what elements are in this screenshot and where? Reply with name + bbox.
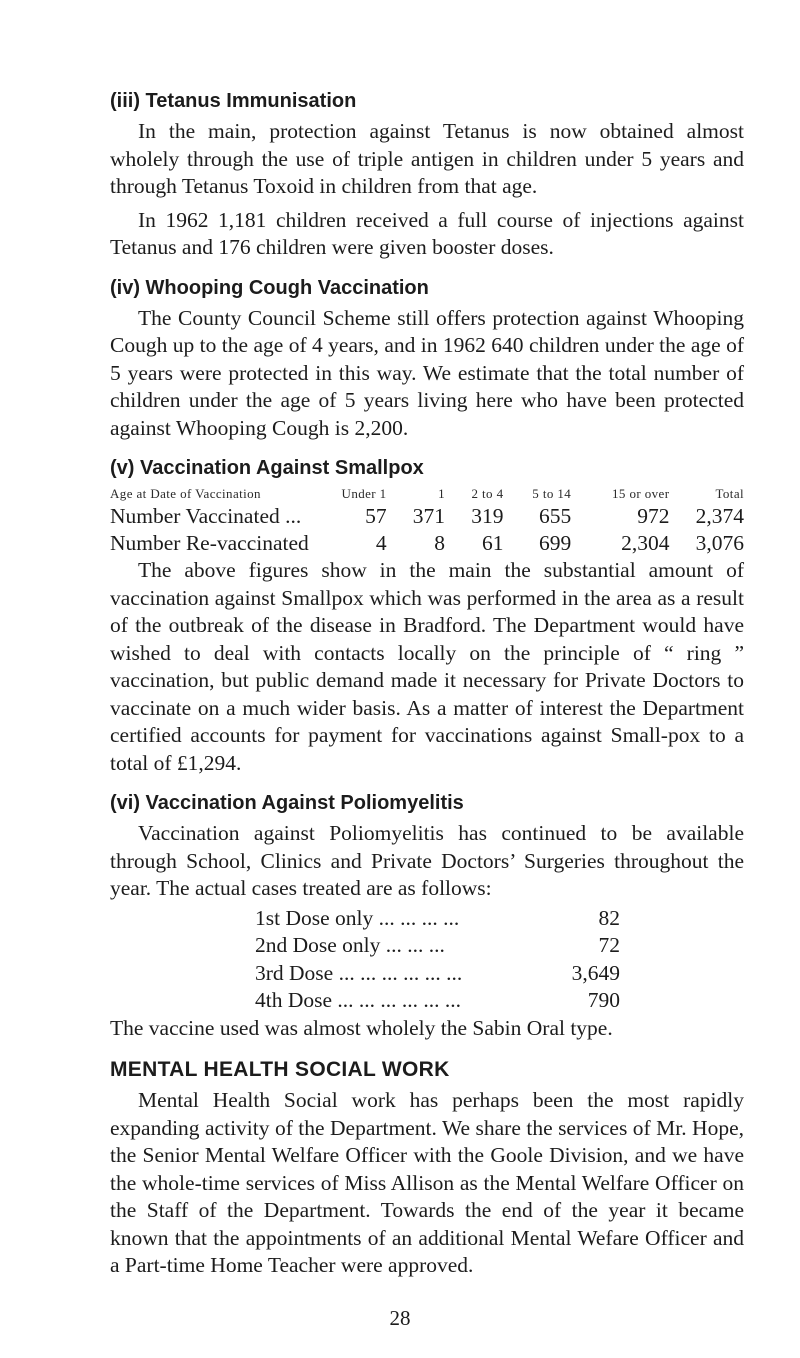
dose-label: 1st Dose only ... ... ... ... <box>255 905 460 930</box>
polio-paragraph-1: Vaccination against Poliomyelitis has continued to be available through School, Clinics and Private Doctors’ Surgeries throughout the year. The actual cases treated are as follows: <box>110 821 744 900</box>
dose-label: 3rd Dose ... ... ... ... ... ... <box>255 960 463 985</box>
tetanus-heading: (iii) Tetanus Immunisation <box>110 90 357 112</box>
table-cell: 61 <box>481 531 504 555</box>
dose-value: 790 <box>587 988 620 1012</box>
table-header-cell: 5 to 14 <box>532 486 572 501</box>
list-item <box>255 987 620 1015</box>
table-cell: 57 <box>365 504 387 528</box>
dose-value: 82 <box>598 905 620 930</box>
polio-after-text: The vaccine used was almost wholely the Sabin Oral type. <box>110 1015 613 1040</box>
tetanus-paragraph-2: In 1962 1,181 children received a full course of injections against Tetanus and 176 children were given booster doses. <box>110 207 744 259</box>
table-header-cell: 15 or over <box>612 486 670 501</box>
table-cell: 2,374 <box>695 504 744 528</box>
polio-doses-list <box>255 905 620 1015</box>
table-cell: 371 <box>412 504 446 528</box>
table-cell: 319 <box>471 504 504 528</box>
table-cell: 3,076 <box>695 531 744 555</box>
table-cell: 655 <box>538 504 572 528</box>
table-header-cell: Under 1 <box>341 486 387 501</box>
table-header-cell: 1 <box>438 486 446 501</box>
table-header-cell: Age at Date of Vaccination <box>110 486 261 501</box>
polio-heading: (vi) Vaccination Against Poliomyelitis <box>110 792 464 814</box>
page-number: 28 <box>389 1306 411 1330</box>
dose-value: 72 <box>598 933 620 957</box>
smallpox-table <box>110 485 744 557</box>
tetanus-paragraph-1: In the main, protection against Tetanus is now obtained almost wholely through the use of triple antigen in children under 5 years and through Tetanus Toxoid in children from that age. <box>110 119 744 198</box>
table-cell: 972 <box>637 504 670 528</box>
table-row <box>110 503 744 530</box>
whooping-heading: (iv) Whooping Cough Vaccination <box>110 276 429 299</box>
table-cell: 4 <box>375 531 387 555</box>
table-cell: 2,304 <box>621 531 670 555</box>
dose-value: 3,649 <box>571 960 620 985</box>
row-label: Number Vaccinated ... <box>110 504 302 528</box>
dose-label: 4th Dose ... ... ... ... ... ... <box>255 988 462 1012</box>
whooping-paragraph-1: The County Council Scheme still offers protection against Whooping Cough up to the age of 4 years, and in 1962 640 children under the age of 5 years were protected in this way. We estimate that the total number of children under the age of 5 years living here who have been protected against Whooping Cough is 2,200. <box>110 305 744 440</box>
table-header-cell: Total <box>715 486 744 501</box>
smallpox-table-header <box>110 485 744 503</box>
mental-health-paragraph-1: Mental Health Social work has perhaps been the most rapidly expanding activity of the Department. We share the services of Mr. Hope, the Senior Mental Welfare Officer with the Goole Division, and we have the whole-time services of Miss Allison as the Mental Welfare Officer on the Staff of the Department. Towards the end of the year it became known that the appointments of an additional Mental Wefare Officer and a Part-time Home Teacher were approved. <box>110 1088 744 1277</box>
table-cell: 699 <box>538 531 572 555</box>
mental-health-heading: MENTAL HEALTH SOCIAL WORK <box>110 1058 450 1081</box>
table-cell: 8 <box>434 531 446 555</box>
dose-label: 2nd Dose only ... ... ... <box>255 933 445 957</box>
smallpox-heading: (v) Vaccination Against Smallpox <box>110 457 424 479</box>
table-header-cell: 2 to 4 <box>471 486 504 501</box>
list-item <box>255 905 620 933</box>
row-label: Number Re-vaccinated <box>110 531 309 555</box>
table-row <box>110 530 744 557</box>
smallpox-paragraph-1: The above figures show in the main the substantial amount of vaccination against Smallpox which was performed in the area as a result of the outbreak of the disease in Bradford. The Department would have wished to deal with contacts locally on the principle of “ ring ” vaccination, but public demand made it necessary for Private Doctors to vaccinate on a much wider basis. As a matter of interest the Department certified accounts for payment for vaccinations against Small-pox to a total of £1,294. <box>110 558 744 775</box>
list-item <box>255 960 620 988</box>
list-item <box>255 932 620 960</box>
